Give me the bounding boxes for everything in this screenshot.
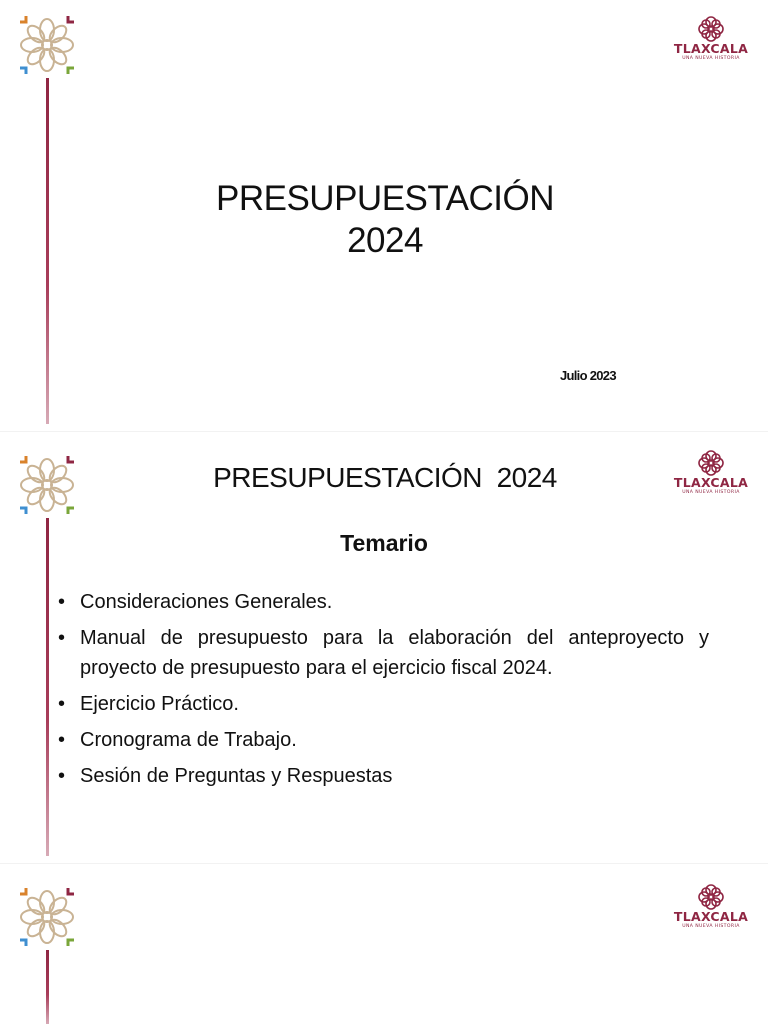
tlaxcala-flower-logo-icon bbox=[696, 14, 726, 44]
logo-name: TLAXCALA bbox=[673, 909, 749, 924]
logo-tagline: UNA NUEVA HISTORIA bbox=[682, 490, 740, 495]
logo-tagline: UNA NUEVA HISTORIA bbox=[682, 924, 740, 929]
slide-title: PRESUPUESTACIÓN 2024 bbox=[213, 462, 557, 493]
slide-title bbox=[170, 178, 600, 262]
agenda-list bbox=[56, 587, 709, 797]
list-item: • Manual de presupuesto para la elaboración del anteproyecto y proyecto de presupuesto para el ejercicio fiscal 2024. bbox=[56, 623, 709, 683]
tlaxcala-flower-logo-icon bbox=[696, 448, 726, 478]
vertical-divider bbox=[46, 950, 49, 1024]
agenda-heading: Temario bbox=[340, 530, 428, 556]
slide-date: Julio 2023 bbox=[560, 368, 616, 383]
vertical-divider bbox=[46, 78, 49, 424]
list-item: • Ejercicio Práctico. bbox=[56, 689, 709, 719]
agenda-slide bbox=[0, 432, 768, 864]
title-line-1: PRESUPUESTACIÓN bbox=[215, 179, 555, 218]
tlaxcala-logo bbox=[658, 882, 764, 934]
floral-ornament-icon bbox=[14, 884, 80, 950]
list-item: • Consideraciones Generales. bbox=[56, 587, 709, 617]
floral-ornament-icon bbox=[14, 12, 80, 78]
list-item: • Sesión de Preguntas y Respuestas bbox=[56, 761, 709, 791]
partial-slide bbox=[0, 864, 768, 1024]
logo-name: TLAXCALA bbox=[673, 41, 749, 56]
title-line-2: 2024 bbox=[347, 221, 423, 260]
logo-name: TLAXCALA bbox=[673, 475, 749, 490]
floral-ornament-icon bbox=[14, 452, 80, 518]
tlaxcala-logo bbox=[658, 14, 764, 66]
logo-tagline: UNA NUEVA HISTORIA bbox=[682, 56, 740, 61]
list-item: • Cronograma de Trabajo. bbox=[56, 725, 709, 755]
tlaxcala-logo bbox=[658, 448, 764, 500]
title-slide bbox=[0, 0, 768, 432]
vertical-divider bbox=[46, 518, 49, 856]
tlaxcala-flower-logo-icon bbox=[696, 882, 726, 912]
